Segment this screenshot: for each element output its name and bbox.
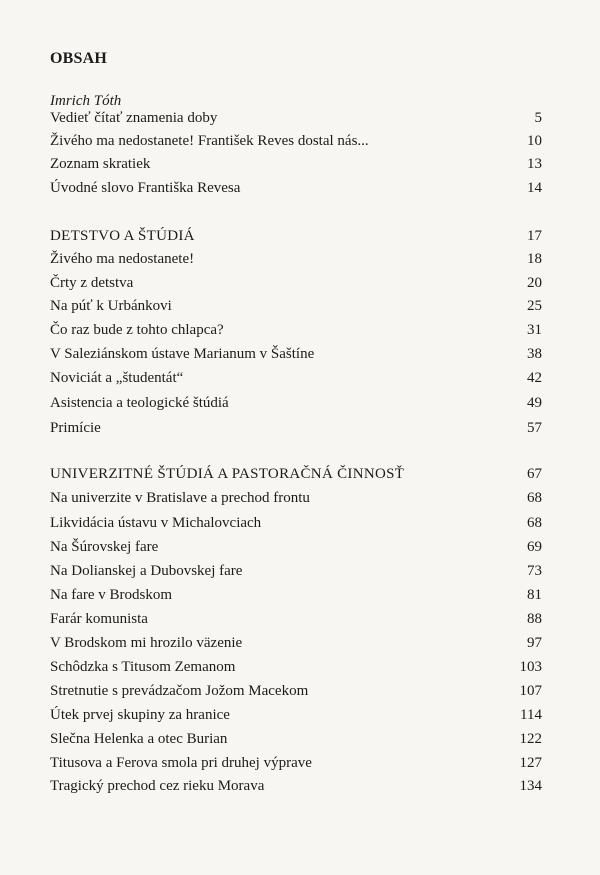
toc-entry-page: 10 bbox=[527, 133, 542, 149]
toc-entry-page: 5 bbox=[534, 110, 542, 126]
toc-entry-page: 114 bbox=[520, 707, 542, 723]
toc-entry-title: Živého ma nedostanete! František Reves dostal nás... bbox=[50, 133, 369, 149]
toc-entry-title: Primície bbox=[50, 420, 101, 436]
toc-entry-page: 13 bbox=[527, 156, 542, 172]
toc-entry bbox=[50, 177, 542, 199]
toc-entry-page: 68 bbox=[527, 490, 542, 506]
toc-entry bbox=[50, 560, 542, 582]
toc-section-heading bbox=[50, 225, 542, 247]
toc-entry-title: Na Šúrovskej fare bbox=[50, 539, 159, 555]
toc-section-page: 67 bbox=[527, 466, 542, 482]
toc-section-title: DETSTVO A ŠTÚDIÁ bbox=[50, 228, 195, 244]
toc-heading: OBSAH bbox=[50, 50, 108, 67]
toc-entry-page: 81 bbox=[527, 587, 542, 603]
toc-entry-title: Čo raz bude z tohto chlapca? bbox=[50, 322, 224, 338]
toc-entry-page: 38 bbox=[527, 346, 542, 362]
toc-entry bbox=[50, 608, 542, 630]
toc-entry bbox=[50, 107, 542, 129]
toc-entry bbox=[50, 295, 542, 317]
toc-section-heading bbox=[50, 463, 542, 485]
toc-entry bbox=[50, 775, 542, 797]
toc-entry-page: 122 bbox=[519, 731, 542, 747]
toc-entry-page: 25 bbox=[527, 298, 542, 314]
toc-entry-title: V Saleziánskom ústave Marianum v Šaštíne bbox=[50, 346, 315, 362]
toc-entry-title: Farár komunista bbox=[50, 611, 148, 627]
toc-entry bbox=[50, 752, 542, 774]
toc-entry-title: Na univerzite v Bratislave a prechod frontu bbox=[50, 490, 310, 506]
toc-entry bbox=[50, 487, 542, 509]
toc-entry-title: Tragický prechod cez rieku Morava bbox=[50, 778, 265, 794]
toc-entry-page: 31 bbox=[527, 322, 542, 338]
toc-entry-title: Zoznam skratiek bbox=[50, 156, 151, 172]
toc-entry-title: V Brodskom mi hrozilo väzenie bbox=[50, 635, 243, 651]
toc-entry bbox=[50, 130, 542, 152]
toc-entry-title: Črty z detstva bbox=[50, 275, 134, 291]
toc-entry-page: 97 bbox=[527, 635, 542, 651]
toc-entry bbox=[50, 153, 542, 175]
toc-entry-page: 127 bbox=[519, 755, 542, 771]
toc-entry bbox=[50, 367, 542, 389]
toc-entry-title: Na fare v Brodskom bbox=[50, 587, 173, 603]
toc-entry bbox=[50, 248, 542, 270]
toc-entry bbox=[50, 728, 542, 750]
toc-author: Imrich Tóth bbox=[50, 93, 122, 109]
toc-entry bbox=[50, 392, 542, 414]
toc-entry-page: 14 bbox=[527, 180, 542, 196]
toc-entry bbox=[50, 319, 542, 341]
toc-entry-page: 69 bbox=[527, 539, 542, 555]
toc-entry-page: 88 bbox=[527, 611, 542, 627]
toc-entry bbox=[50, 584, 542, 606]
toc-entry-page: 18 bbox=[527, 251, 542, 267]
toc-entry-page: 42 bbox=[527, 370, 542, 386]
toc-entry-page: 68 bbox=[527, 515, 542, 531]
toc-entry bbox=[50, 272, 542, 294]
toc-entry-page: 20 bbox=[527, 275, 542, 291]
toc-entry-title: Útek prvej skupiny za hranice bbox=[50, 707, 230, 723]
toc-entry-title: Noviciát a „študentát“ bbox=[50, 370, 184, 386]
toc-entry-title: Titusova a Ferova smola pri druhej výprave bbox=[50, 755, 312, 771]
toc-entry-title: Likvidácia ústavu v Michalovciach bbox=[50, 515, 262, 531]
toc-entry-page: 107 bbox=[519, 683, 542, 699]
toc-section-page: 17 bbox=[527, 228, 542, 244]
toc-entry-title: Na púť k Urbánkovi bbox=[50, 298, 172, 314]
toc-entry bbox=[50, 704, 542, 726]
toc-entry bbox=[50, 343, 542, 365]
toc-entry bbox=[50, 417, 542, 439]
toc-section-title: UNIVERZITNÉ ŠTÚDIÁ A PASTORAČNÁ ČINNOSŤ bbox=[50, 466, 405, 482]
toc-entry-title: Stretnutie s prevádzačom Jožom Macekom bbox=[50, 683, 309, 699]
toc-entry-page: 49 bbox=[527, 395, 542, 411]
toc-entry-page: 103 bbox=[519, 659, 542, 675]
toc-entry bbox=[50, 656, 542, 678]
toc-entry bbox=[50, 536, 542, 558]
toc-entry bbox=[50, 632, 542, 654]
toc-entry-page: 57 bbox=[527, 420, 542, 436]
toc-entry-title: Na Dolianskej a Dubovskej fare bbox=[50, 563, 243, 579]
toc-entry-title: Schôdzka s Titusom Zemanom bbox=[50, 659, 236, 675]
toc-entry bbox=[50, 680, 542, 702]
toc-entry-title: Živého ma nedostanete! bbox=[50, 251, 195, 267]
toc-entry bbox=[50, 512, 542, 534]
toc-entry-title: Asistencia a teologické štúdiá bbox=[50, 395, 229, 411]
toc-entry-title: Vedieť čítať znamenia doby bbox=[50, 110, 218, 126]
toc-entry-title: Úvodné slovo Františka Revesa bbox=[50, 180, 241, 196]
toc-entry-page: 134 bbox=[519, 778, 542, 794]
toc-entry-title: Slečna Helenka a otec Burian bbox=[50, 731, 228, 747]
toc-entry-page: 73 bbox=[527, 563, 542, 579]
